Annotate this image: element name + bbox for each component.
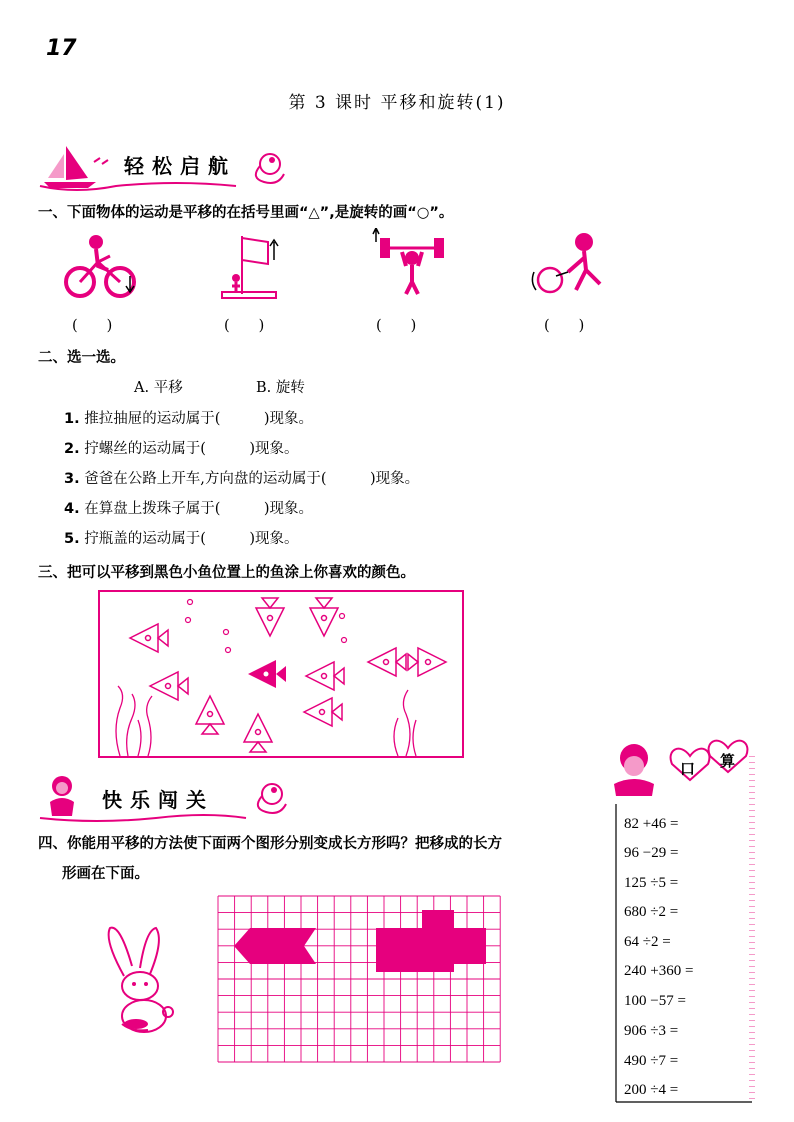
section-banner-2 <box>36 772 296 818</box>
fish-tank <box>98 590 464 760</box>
section-title-2: 快乐闯关 <box>102 788 214 812</box>
question-2-item-5: 5. 拧瓶盖的运动属于( )现象。 <box>64 531 299 547</box>
question-2-item-4: 4. 在算盘上拨珠子属于( )现象。 <box>64 501 314 517</box>
shape-1 <box>234 928 316 964</box>
ball-icon <box>528 230 618 300</box>
question-2-item-2: 2. 拧螺丝的运动属于( )现象。 <box>64 441 299 457</box>
answer-blank-3[interactable]: ( ) <box>376 318 417 334</box>
math-problem-7: 100 −57 = <box>624 993 686 1009</box>
answer-blank-2[interactable]: ( ) <box>224 318 265 334</box>
question-4-text-line-2: 形画在下面。 <box>62 866 149 882</box>
question-3-text: 三、把可以平移到黑色小鱼位置上的鱼涂上你喜欢的颜色。 <box>38 565 415 581</box>
square-grid <box>216 894 502 1070</box>
shape-2 <box>376 910 486 972</box>
question-2-text: 二、选一选。 <box>38 350 125 366</box>
math-problem-4: 680 ÷2 = <box>624 904 679 920</box>
math-problem-2: 96 −29 = <box>624 845 679 861</box>
answer-blank-4[interactable]: ( ) <box>544 318 585 334</box>
section-banner-1 <box>36 142 296 188</box>
math-problem-10: 200 ÷4 = <box>624 1082 679 1098</box>
question-4-text-line-1: 四、你能用平移的方法使下面两个图形分别变成长方形吗？把移成的长方 <box>38 836 502 852</box>
bicycle-icon <box>62 232 142 302</box>
question-1-text: 一、下面物体的运动是平移的在括号里画“△”,是旋转的画“○”。 <box>38 205 454 221</box>
math-problem-8: 906 ÷3 = <box>624 1023 679 1039</box>
math-problem-6: 240 +360 = <box>624 963 694 979</box>
math-problem-3: 125 ÷5 = <box>624 875 679 891</box>
question-2-item-3: 3. 爸爸在公路上开车,方向盘的运动属于( )现象。 <box>64 471 420 487</box>
mental-math-title-1: 口 <box>680 760 696 778</box>
math-problem-1: 82 +46 = <box>624 816 679 832</box>
answer-blank-1[interactable]: ( ) <box>72 318 113 334</box>
girl-icon <box>614 744 654 796</box>
question-2-item-1: 1. 推拉抽屉的运动属于( )现象。 <box>64 411 314 427</box>
weightlifter-icon <box>372 228 452 300</box>
flag-icon <box>214 230 284 302</box>
mental-math-title-2: 算 <box>720 752 736 770</box>
section-title-1: 轻松启航 <box>124 154 236 178</box>
rabbit-icon <box>100 920 190 1040</box>
lesson-title: 第 3 课时 平移和旋转(1) <box>288 93 506 113</box>
option-b: B. 旋转 <box>256 380 305 396</box>
option-a: A. 平移 <box>134 380 183 396</box>
math-problem-5: 64 ÷2 = <box>624 934 671 950</box>
math-problem-9: 490 ÷7 = <box>624 1053 679 1069</box>
page-number: 17 <box>46 36 77 61</box>
